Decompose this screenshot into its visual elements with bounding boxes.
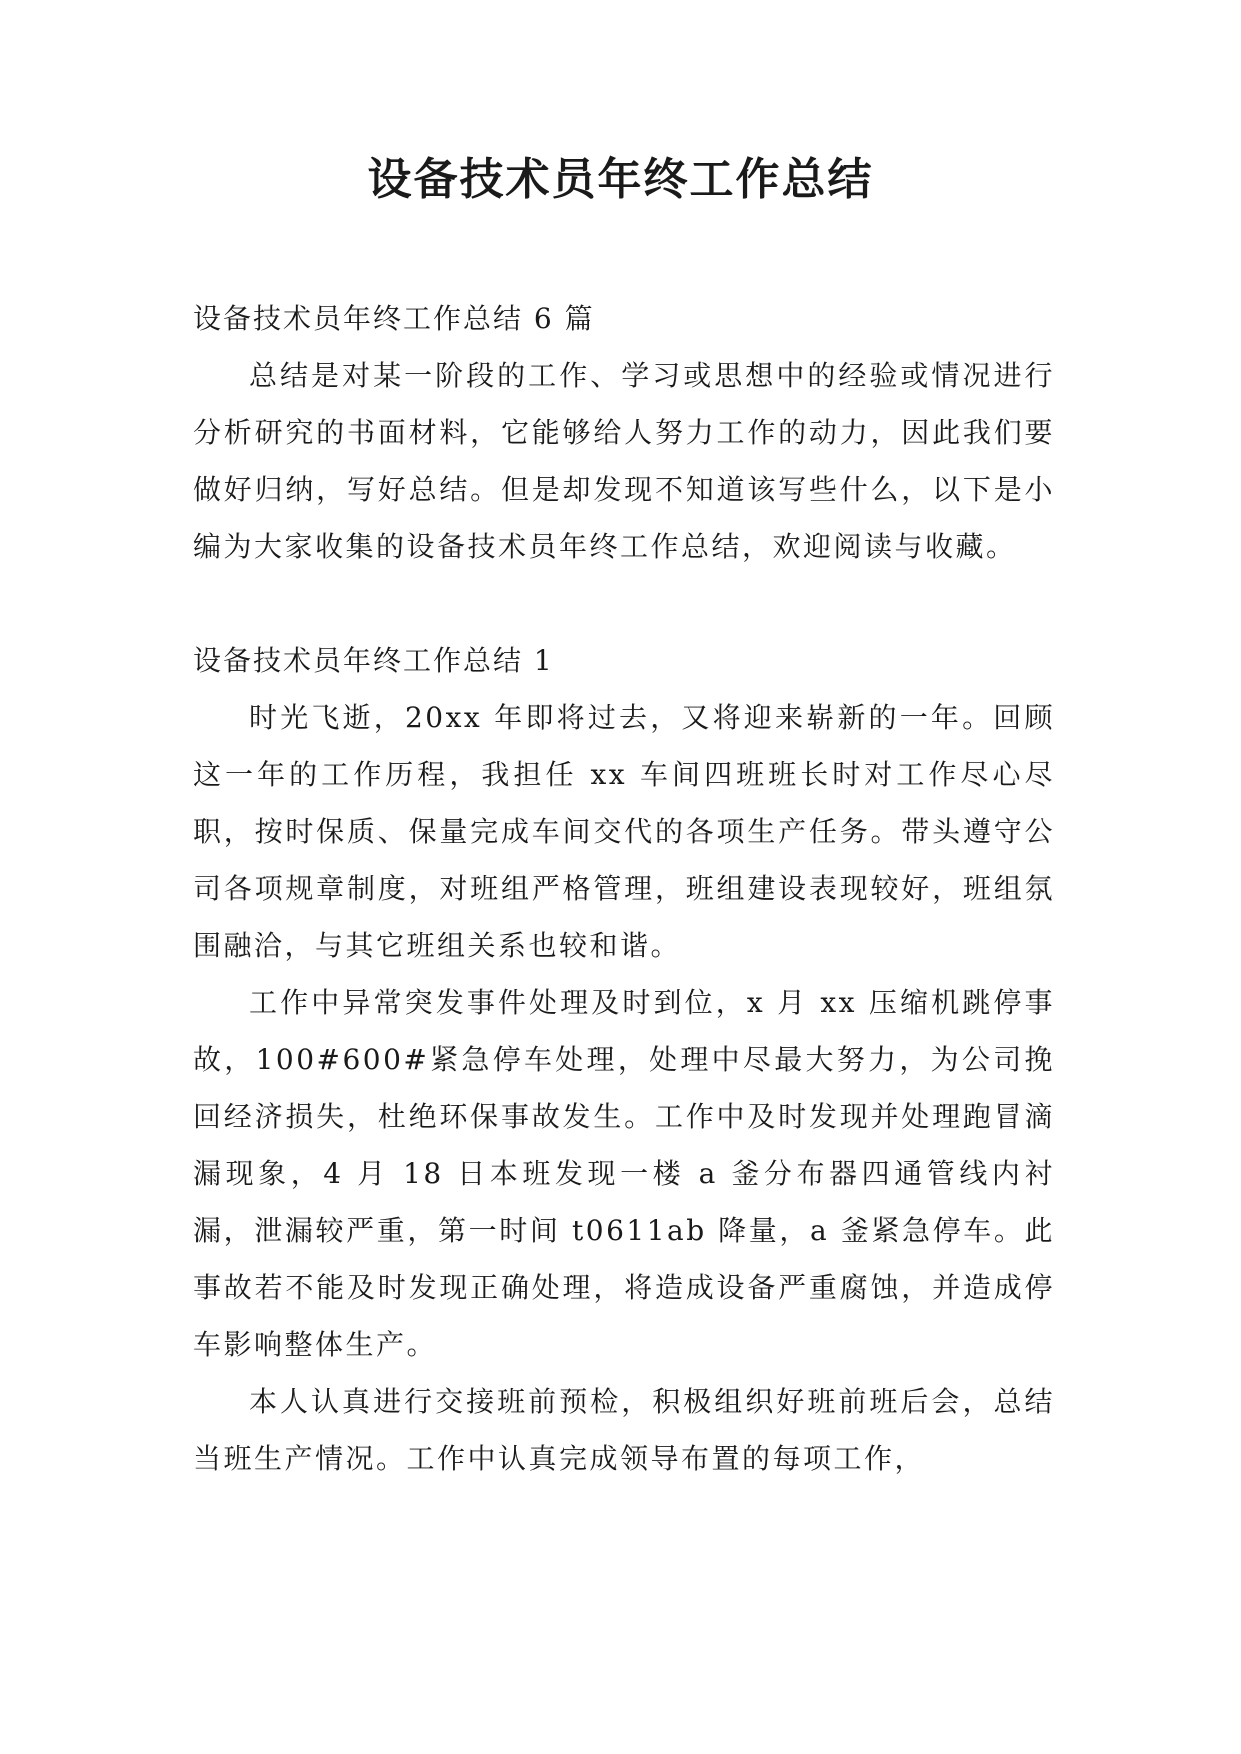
section-1-paragraph-1: 时光飞逝，20xx 年即将过去，又将迎来崭新的一年。回顾这一年的工作历程，我担任 xx 车间四班班长时对工作尽心尽职，按时保质、保量完成车间交代的各项生产任务。带头遵守公司各项规章制度，对班组严格管理，班组建设表现较好，班组氛围融洽，与其它班组关系也较和谐。 — [193, 701, 1055, 962]
section-1-paragraph-2: 工作中异常突发事件处理及时到位，x 月 xx 压缩机跳停事故，100#600#紧急停车处理，处理中尽最大努力，为公司挽回经济损失，杜绝环保事故发生。工作中及时发现并处理跑冒滴漏现象，4 月 18 日本班发现一楼 a 釜分布器四通管线内衬漏，泄漏较严重，第一时间 t0611ab 降量，a 釜紧急停车。此事故若不能及时发现正确处理，将造成设备严重腐蚀，并造成停车影响整体生产。 — [193, 986, 1055, 1361]
document-title: 设备技术员年终工作总结 — [367, 154, 874, 205]
section-1-paragraph-3: 本人认真进行交接班前预检，积极组织好班前班后会，总结当班生产情况。工作中认真完成领导布置的每项工作， — [193, 1385, 1055, 1475]
intro-paragraph: 总结是对某一阶段的工作、学习或思想中的经验或情况进行分析研究的书面材料，它能够给人努力工作的动力，因此我们要做好归纳，写好总结。但是却发现不知道该写些什么，以下是小编为大家收集的设备技术员年终工作总结，欢迎阅读与收藏。 — [193, 359, 1055, 563]
intro-heading: 设备技术员年终工作总结 6 篇 — [193, 302, 595, 335]
document-body — [193, 290, 1055, 1487]
section-spacer — [193, 575, 1055, 632]
section-1-heading: 设备技术员年终工作总结 1 — [193, 644, 554, 677]
